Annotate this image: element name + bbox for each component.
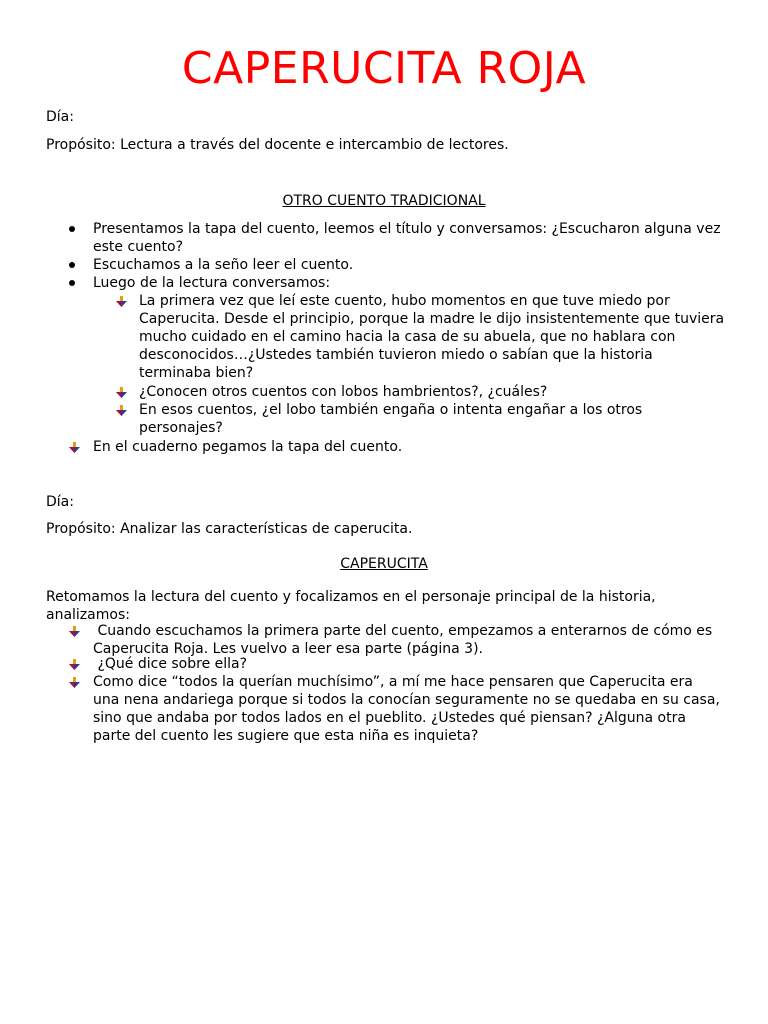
document-page: CAPERUCITA ROJA Día: Propósito: Lectura a través del docente e intercambio de lectores. OTRO CUENTO TRADICIONAL Presentamos la tapa del cuento, leemos el título y conversamos: ¿Escucharon alguna vez este cuento? Escuchamos a la seño leer el cuento. Luego de la lectura conversamos: La primera vez que leí este cuento, hubo momentos en que tuve miedo por Caperucita. Desde el principio, porque la madre le dijo insistentemente que tuviera mucho cuidado en el camino hacia la casa de su abuela, que no hablara con desconocidos…¿Ustedes también tuvieron miedo o sabían que la historia terminaba bien? ¿Conocen otros cuentos con lobos hambrientos?, ¿cuáles? En esos cuentos, ¿el lobo también engaña o intenta engañar a los otros personajes? En el cuaderno pegamos la tapa del cuento. Día: Propósito: Analizar las características de caperucita. CAPERUCITA Retomamos la lectura del cuento y focalizamos en el personaje principal de la historia, analizamos: Cuando escuchamos la primera parte del cuento, empezamos a enterarnos de cómo es Caperucita Roja. Les vuelvo a leer esa parte (página 3). ¿Qué dice sobre ella? Como dice “todos la querían muchísimo”, a mí me hace pensaren que Caperucita era una nena andariega porque si todos la conocían seguramente no se quedaba en su casa, sino que andaba por todos lados en el pueblito. ¿Ustedes qué piensan? ¿Alguna otra parte del cuento les sugiere que esta niña es inquieta? [0,0,768,1024]
arrow-bullet-icon [69,626,80,637]
day-label: Día: [46,494,74,510]
arrow-bullet-icon [116,405,127,416]
document-title: CAPERUCITA ROJA [181,43,587,94]
arrow-bullet-icon [69,442,80,453]
purpose-text: Propósito: Analizar las características de caperucita. [46,521,413,537]
bullet-dot-icon [69,262,75,268]
bullet-dot-icon [69,226,75,232]
section-heading: CAPERUCITA [340,556,428,572]
arrow-bullet-icon [116,387,127,398]
arrow-bullet-icon [69,677,80,688]
section-heading: OTRO CUENTO TRADICIONAL [282,193,486,209]
arrow-bullet-icon [69,659,80,670]
purpose-text: Propósito: Lectura a través del docente e intercambio de lectores. [46,137,509,153]
arrow-bullet-icon [116,296,127,307]
day-label: Día: [46,109,74,125]
bullet-dot-icon [69,280,75,286]
